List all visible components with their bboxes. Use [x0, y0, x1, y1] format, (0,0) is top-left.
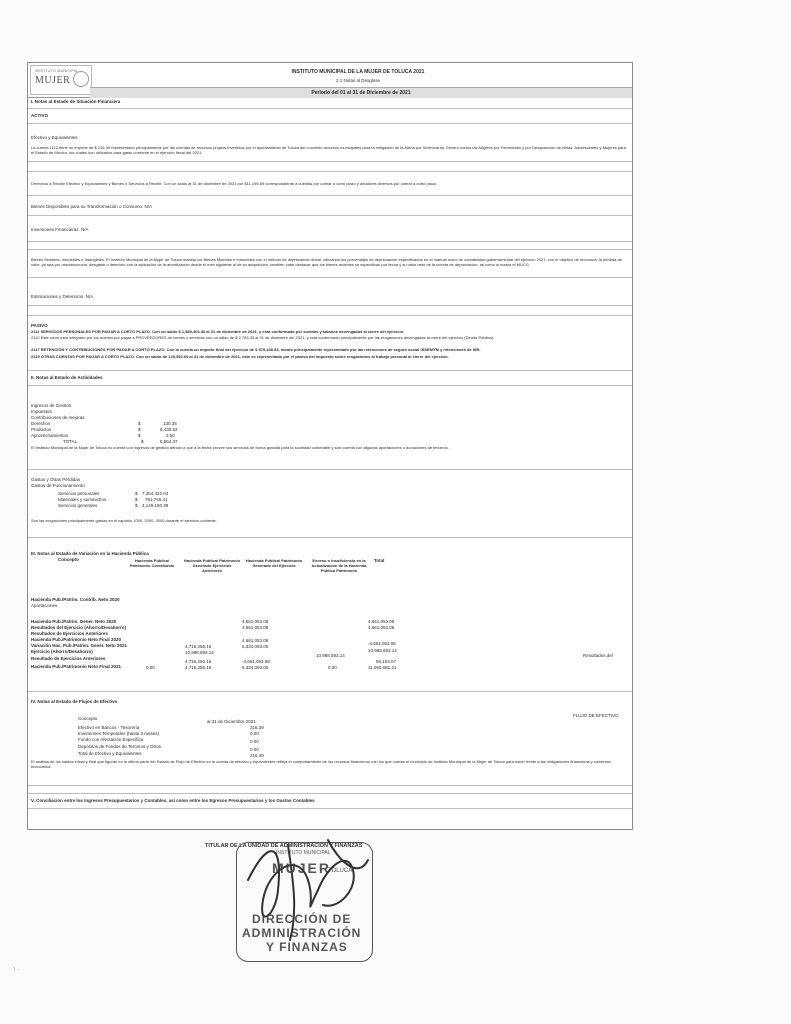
res-ej-col3: 4,661,053.08	[242, 625, 269, 630]
inversiones-text: Inversiones Financieras. N/A	[31, 227, 89, 232]
servicios-personales-value: 7,364,422.04	[142, 491, 169, 496]
hp-final-2020: Hacienda Pub./Patrimonio Neto Final 2020	[31, 637, 122, 642]
divider	[28, 215, 632, 216]
seal-icon	[73, 71, 89, 87]
divider	[28, 108, 632, 109]
section-heading-flujo: IV. Notas al Estado de Flujos de Efectivo	[31, 699, 118, 704]
section-heading-situacion: I. Notas al Estado de Situación Financiera	[31, 99, 121, 104]
final-col2: 4,716,256.16	[185, 665, 212, 670]
divider	[28, 370, 632, 371]
flujo-fecha-header: al 31 de Diciembre 2021	[207, 719, 256, 724]
col-header-total: Total	[374, 558, 385, 563]
hp-final-col3: 4,661,053.08	[242, 638, 269, 643]
ej-col2: 10,988,693.14	[185, 650, 214, 655]
flujo-concepto-header: Concepto	[78, 716, 98, 721]
currency-symbol: $	[141, 439, 144, 444]
pasivo-2111: 2111 SERVICIOS PERSONALES POR PAGAR A CORTO PLAZO. Con un saldo $ 1,589,404.36 al 31 de diciembre de 2021, y está conformado por sueldos y salarios devengados al cierre del ejercicio.	[31, 329, 405, 334]
derechos-value: 130.35	[163, 421, 177, 426]
divider	[28, 277, 632, 278]
total-efectivo-label: Total de Efectivo y Equivalentes	[78, 751, 142, 756]
gastos-heading: Gastos y Otras Pérdidas	[31, 477, 81, 482]
gastos-func-label: Gastos de Funcionamiento	[31, 483, 85, 488]
res-ant-col3: -4,661,053.08	[242, 659, 270, 664]
final-col4: 0.00	[328, 665, 337, 670]
pasivo-2117: 2117 RETENCIÓN Y CONTRIBUCIONES POR PAGAR A CORTO PLAZO. Con la cuenta un importe final del ejercicio de $ 579,448.53, monto principalmente representado por las retenciones de seguro social ISSEMYM y retenciones de ISR.	[31, 347, 481, 352]
final-col3: 6,334,093.00	[242, 665, 269, 670]
divider	[28, 249, 632, 250]
servicios-generales-value: 4,149,150.39	[142, 503, 169, 508]
flujo-paragraph: El análisis de los saldos inicial y final que figuran en la última parte del Estado de Flujo de Efectivo en la cuenta de efectivo y equivalentes refleja el comportamiento de los recursos financieros con los que cuenta el municipio de Instituto Municipal de la Mujer de Toluca para hacer frente a las obligaciones financieras y solvencia económica.	[31, 759, 611, 769]
section-heading-variacion: III. Notas al Estado de Variación en la Hacienda Pública	[31, 551, 149, 556]
institute-logo	[30, 65, 92, 95]
pasivo-2119: 2119 OTRAS CUENTAS POR PAGAR A CORTO PLAZO. Con un saldo de 140,352.69 al 31 de diciembre de 2021, este es representado por el pasivo del impuesto sobre erogaciones al trabajo personal al cierre del ejercicio.	[31, 354, 449, 359]
ej-col5: 10,988,693.14	[368, 648, 397, 653]
currency-symbol: $	[135, 497, 138, 502]
currency-symbol: $	[135, 491, 138, 496]
efectivo-paragraph: La cuenta 1112 tiene un importe de $ 216.39 representado principalmente por las cuentas de recursos propios invertidos por el ayuntamiento de Toluca del convenio recursos municipales para la mitigación de la Alerta por Violencia de Género contra las Mujeres por Feminicidio y por Desaparición de Niñas, Adolescentes y Mujeres para el Estado de México, los cuales son utilizados para gasto corriente en el ejercicio fiscal del 2021.	[31, 145, 626, 155]
divider	[28, 123, 632, 124]
divider	[28, 385, 632, 386]
stamp-mujer-text: MUJER	[272, 860, 332, 876]
pasivo-heading: PASIVO	[31, 323, 48, 328]
hp-gen-col3: 4,661,053.08	[242, 619, 269, 624]
divider	[28, 537, 632, 538]
derechos-label: Derechos	[31, 421, 51, 426]
titular-signature-line: TITULAR DE LA UNIDAD DE ADMINISTRACIÓN Y FINANZAS	[205, 843, 363, 849]
page-mark: · 1 ·	[10, 967, 19, 973]
logo-top-text: INSTITUTO MUNICIPAL	[35, 68, 79, 73]
divider	[28, 241, 632, 242]
logo-main-text: MUJER	[35, 75, 71, 86]
variacion-concepto-header: Concepto	[58, 557, 79, 562]
ej-col4: 10,988,693.14	[316, 653, 345, 658]
res-ant-col5: 55,103.07	[376, 659, 397, 664]
bienes-disponibles-text: Bienes Disponibles para su Transformación o Consumo. N/A	[31, 204, 153, 209]
servicios-personales-label: Servicios personales	[58, 491, 100, 496]
currency-symbol: $	[135, 503, 138, 508]
divider	[28, 691, 632, 692]
currency-symbol: $	[138, 427, 141, 432]
gastos-paragraph: Son las erogaciones principalmente gastos en el capítulo 1000, 2000, 3000 durante el ejercicio corriente.	[31, 518, 217, 523]
handwritten-signature	[228, 820, 378, 970]
res-ej-col5: 4,661,053.08	[368, 625, 395, 630]
total-label: TOTAL	[63, 439, 78, 444]
col-header-ejercicio: Hacienda Pública/ Patrimonio Generado del Ejercicio	[245, 558, 303, 568]
materiales-label: Materiales y suministros	[58, 497, 107, 502]
col-header-anteriores: Hacienda Pública/ Patrimonio Generado Ejercicios Anteriores	[183, 558, 241, 573]
resultados-anteriores: Resultados de Ejercicios Anteriores	[31, 631, 108, 636]
divider	[28, 305, 632, 306]
inversiones-temporales-label: Inversiones Temporales (hasta 3 meses)	[78, 731, 159, 736]
var-col2: 4,716,256.16	[185, 644, 212, 649]
report-sheet	[27, 62, 633, 830]
stamp-finanzas-text: Y FINANZAS	[266, 940, 348, 954]
res-ant-col2: 4,716,256.16	[185, 659, 212, 664]
stamp-direccion-text: DIRECCIÓN DE	[252, 912, 352, 926]
stamp-institute-text: INSTITUTO MUNICIPAL	[276, 850, 331, 856]
contribuciones-label: Contribuciones de mejoras	[31, 415, 85, 420]
official-stamp	[228, 820, 378, 970]
estimaciones-text: Estimaciones y Deterioros. N/A	[31, 294, 94, 299]
divider	[28, 171, 632, 172]
impuestos-label: Impuestos	[31, 409, 52, 414]
efectivo-heading: Efectivo y Equivalentes	[31, 135, 78, 140]
final-col5: 11,050,681.21	[368, 665, 397, 670]
divider	[28, 195, 632, 196]
currency-symbol: $	[138, 421, 141, 426]
final-col1: 0.00	[146, 665, 155, 670]
section-heading-conciliacion: V. Conciliación entre los Ingresos Presupuestarios y Contables, así como entre los Egresos Presupuestarios y los Gastos Contables	[31, 798, 315, 803]
depositos-value: 0.00	[250, 747, 259, 752]
productos-value: 6,430.52	[160, 427, 178, 432]
aprovechamientos-label: Aprovechamientos	[31, 433, 69, 438]
resultados-del-note: Resultados del	[583, 653, 613, 658]
divider	[28, 469, 632, 470]
servicios-generales-label: Servicios generales	[58, 503, 98, 508]
hp-gen-col5: 4,661,053.08	[368, 619, 395, 624]
hp-gener-2020: Hacienda Pub./Patrim. Gener. Neto 2020	[31, 619, 117, 624]
report-period: Periodo del 01 al 31 de Diciembre de 2021	[90, 87, 632, 98]
ingresos-gestion-label: Ingresos de Gestión	[31, 403, 72, 408]
productos-label: Productos	[31, 427, 52, 432]
stamp-administracion-text: ADMINISTRACIÓN	[242, 926, 362, 940]
depositos-label: Depósitos de Fondos de Terceros y Otros	[78, 744, 161, 749]
var-col3: 5,334,093.00	[242, 644, 269, 649]
efectivo-bancos-value: 216.39	[250, 725, 264, 730]
aprovechamientos-value: 3.50	[166, 433, 175, 438]
divider	[28, 808, 632, 809]
report-header	[28, 63, 632, 98]
derechos-paragraph: Derechos a Recibir Efectivo y Equivalentes y Bienes o Servicios a Recibir. Con un saldo al 31 de diciembre de 2021 por $11,195.69 correspondiente a cuentas por cobrar a corto plazo y deudores diversos por cobrar a corto plazo.	[31, 181, 438, 186]
variacion-2021: Variación Hac. Pub./Patrim. Gener. Neto 2021	[31, 643, 128, 648]
divider	[28, 785, 632, 786]
divider	[28, 315, 632, 316]
report-subtitle: 2.1 Notas al Desglose	[335, 78, 381, 83]
bienes-muebles-paragraph: Bienes Muebles, Inmuebles e Intangibles. El Instituto Municipal de la Mujer de Toluca maneja los Bienes Muebles e Inmuebles con el método de depreciación lineal, utilizando los porcentajes de depreciación especificados en el manual único de contabilidad gubernamental del ejercicio 2021, con el objetivo de reconocer la pérdida de valor, ya sea por obsolescencia, desgaste o deterioro con la aplicación de la amortización desde el mes siguiente al de su adquisición, también cabe destacar que los bienes muebles se especifican por fecha y su valor neto de la cuenta de depreciación, tal como lo marca el MUCG.	[31, 257, 622, 267]
aportaciones-label: Aportaciones	[31, 603, 58, 608]
efectivo-bancos-label: Efectivo en Bancos - Tesorería	[78, 725, 140, 730]
ingresos-paragraph: El Instituto Municipal de la Mujer de Toluca no cuenta con ingresos de gestión debido a que a la fecha provee sus servicios de forma gratuita para la sociedad vulnerable y solo cuenta con algunas aportaciones o donaciones de terceros.	[31, 445, 449, 450]
inversiones-temporales-value: 0.00	[250, 731, 259, 736]
resultados-anteriores-2: Resultado de Ejercicios Anteriores	[31, 656, 106, 661]
divider	[28, 793, 632, 794]
activo-heading: ACTIVO	[31, 113, 49, 118]
ejercicio-label: Ejercicio (Ahorro/Desahorro)	[31, 649, 93, 654]
total-efectivo-value: 216.39	[250, 753, 264, 758]
col-header-exceso: Exceso o Insuficiencia en la Actualización de la Hacienda Pública Patrimonio	[311, 558, 367, 573]
divider	[28, 161, 632, 162]
flujo-efectivo-label: FLUJO DE EFECTIVO	[573, 713, 619, 718]
materiales-value: 791,746.41	[145, 497, 168, 502]
section-heading-actividades: II. Notas al Estado de Actividades	[31, 375, 103, 380]
report-title: INSTITUTO MUNICIPAL DE LA MUJER DE TOLUCA 2021	[291, 69, 425, 75]
stamp-toluca-text: TOLUCA	[328, 868, 353, 874]
total-value: 6,564.37	[160, 439, 178, 444]
fondo-afectacion-label: Fondo con Afectación Específica	[78, 737, 144, 742]
currency-symbol: $	[138, 433, 141, 438]
var-col5: -4,661,053.08	[368, 641, 396, 646]
pasivo-2112: 2112 Este rubro está integrado por los montos por pagar a PROVEEDORES de bienes y servicios con un saldo de $ 2,783.30 al 31 de diciembre del 2021, y está conformado principalmente por las erogaciones devengadas al cierre del ejercicio (Deuda Pública).	[31, 335, 495, 340]
fondo-afectacion-value: 0.00	[250, 739, 259, 744]
hp-contrib-2020: Hacienda Pub./Patrim. Contrib. Neto 2020	[31, 597, 120, 602]
hp-final-2021: Hacienda Pub./Patrimonio Neto Final 2021	[31, 664, 122, 669]
resultados-ejercicio: Resultados del Ejercicio (Ahorro/Desahorro)	[31, 625, 127, 630]
col-header-contribuido: Hacienda Pública/ Patrimonio Contribuido	[129, 558, 175, 568]
